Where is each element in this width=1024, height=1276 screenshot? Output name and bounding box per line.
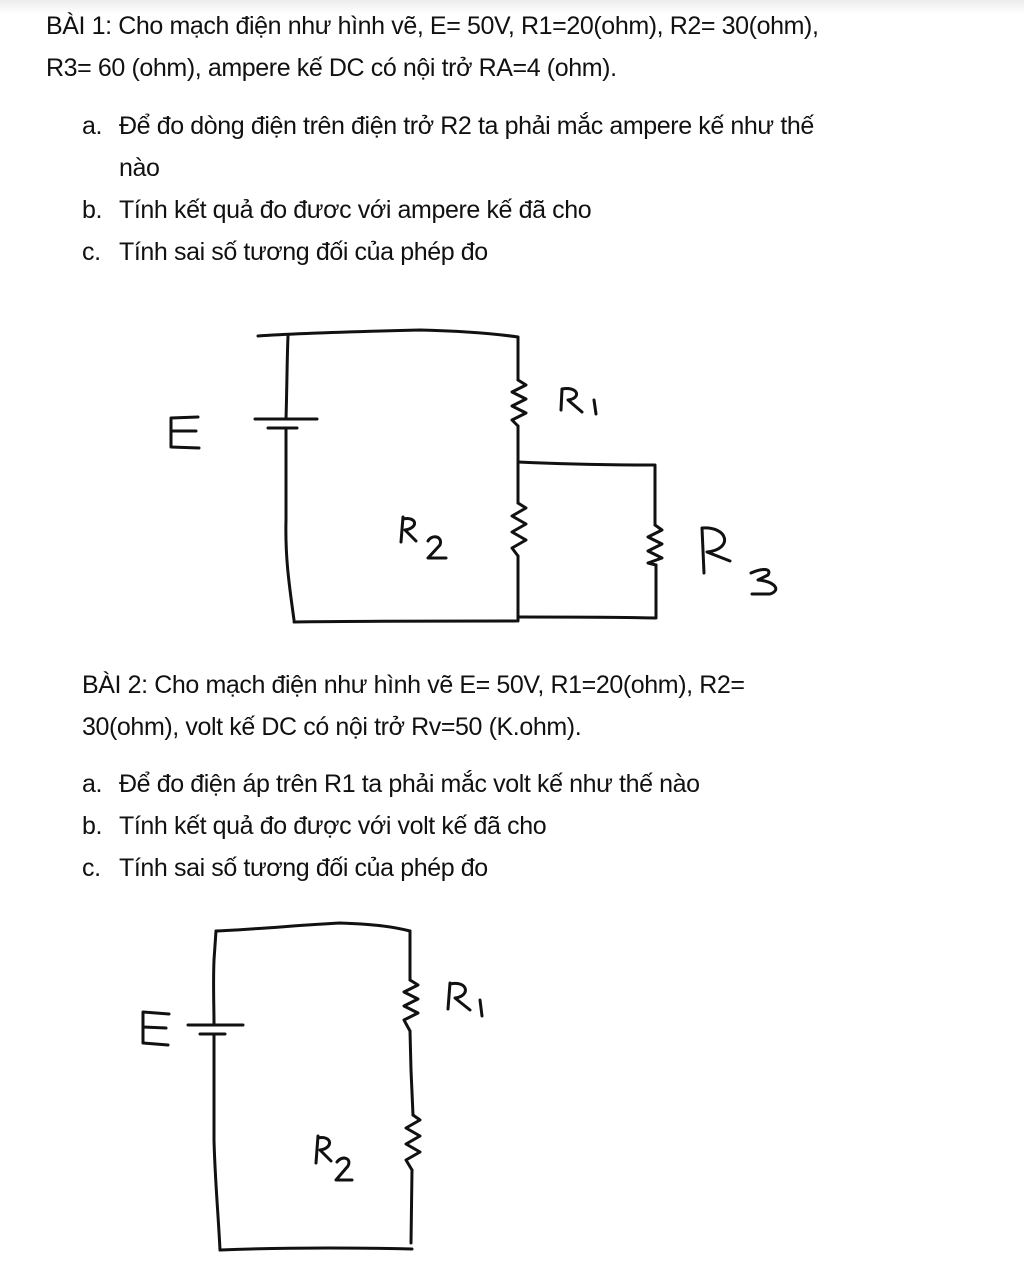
question-text: Tính sai số tương đối của phép đo	[119, 854, 488, 882]
bai1-statement-line1: BÀI 1: Cho mạch điện như hình vẽ, E= 50V, R1=20(ohm), R2= 30(ohm),	[46, 12, 819, 40]
question-text-continued: nào	[119, 154, 160, 182]
label-r2	[316, 1136, 352, 1180]
list-marker: a.	[82, 770, 103, 798]
list-marker: c.	[82, 854, 101, 882]
resistor-r2	[406, 1115, 420, 1170]
wire-top	[216, 923, 410, 931]
list-marker: b.	[82, 196, 103, 224]
wire-left-upper	[214, 931, 216, 1024]
label-e	[143, 1012, 169, 1045]
question-text: Để đo dòng điện trên điện trở R2 ta phải mắc ampere kế như thế	[119, 112, 814, 140]
question-text: Tính kết quả đo đươc với ampere kế đã cho	[119, 196, 592, 224]
bai2-statement-line2: 30(ohm), volt kế DC có nội trở Rv=50 (K.ohm).	[82, 713, 582, 741]
wire-r1-r2	[410, 1031, 413, 1115]
question-text: Tính sai số tương đối của phép đo	[119, 238, 488, 266]
battery-symbol	[188, 1025, 243, 1034]
bai2-wires	[214, 923, 413, 1250]
list-marker: a.	[82, 112, 103, 140]
list-marker: b.	[82, 812, 103, 840]
wire-bottom	[220, 1248, 412, 1250]
resistor-r1	[404, 980, 418, 1031]
bai2-statement-line1: BÀI 2: Cho mạch điện như hình vẽ E= 50V, R1=20(ohm), R2=	[82, 671, 745, 699]
list-marker: c.	[82, 238, 101, 266]
wire-r2-bottom	[411, 1170, 412, 1243]
label-r1	[448, 983, 482, 1016]
question-text: Để đo điện áp trên R1 ta phải mắc volt kế như thế nào	[119, 770, 700, 798]
question-text: Tính kết quả đo được với volt kế đã cho	[119, 812, 547, 840]
bai1-statement-line2: R3= 60 (ohm), ampere kế DC có nội trở RA=4 (ohm).	[46, 54, 617, 82]
wire-left-lower	[214, 1034, 220, 1250]
